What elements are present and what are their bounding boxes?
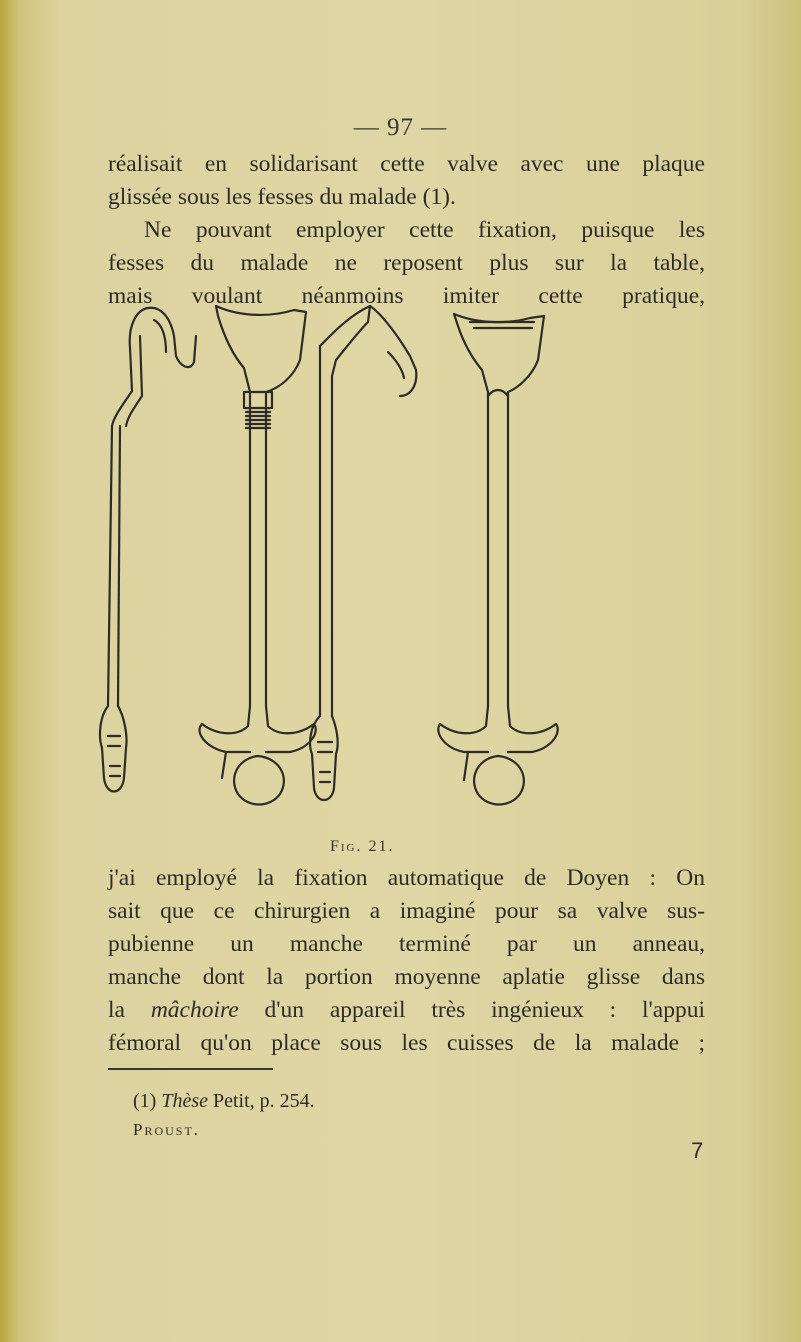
- paragraph-bottom: [108, 862, 705, 1060]
- text-line: fémoral qu'on place sous les cuisses de la malade ;: [108, 1030, 705, 1056]
- signature-mark: Proust.: [133, 1120, 201, 1139]
- sheet-number: 7: [691, 1138, 704, 1163]
- footnote-marker: (1): [133, 1090, 162, 1112]
- text-fragment: d'un appareil très ingénieux : l'appui: [238, 997, 705, 1023]
- italic-word: mâchoire: [150, 997, 239, 1023]
- text-line: Ne pouvant employer cette fixation, puisque les: [144, 217, 705, 243]
- footnote-italic: Thèse: [161, 1090, 208, 1112]
- text-line: [108, 994, 705, 1027]
- text-line: manche dont la portion moyenne aplatie glisse dans: [108, 964, 705, 990]
- figure-caption: Fig. 21.: [330, 838, 395, 855]
- surgical-instrument-figure: [98, 296, 618, 836]
- page-number: — 97 —: [353, 114, 448, 141]
- instrument-hook-side: [100, 308, 196, 792]
- text-line: mais voulant néanmoins imiter cette pratique,: [108, 283, 705, 309]
- text-line: pubienne un manche terminé par un anneau,: [108, 931, 705, 957]
- instrument-arched-side: [310, 306, 416, 800]
- text-line: j'ai employé la fixation automatique de Doyen : On: [108, 865, 705, 891]
- text-line: glissée sous les fesses du malade (1).: [108, 184, 456, 210]
- paragraph-top: [108, 148, 705, 313]
- footnote-divider: [108, 1068, 273, 1070]
- instrument-spatula-front: [199, 306, 315, 805]
- text-fragment: la: [108, 997, 151, 1023]
- instrument-spatula-front-2: [438, 314, 557, 805]
- text-line: réalisait en solidarisant cette valve avec une plaque: [108, 151, 705, 177]
- footnote: [133, 1090, 315, 1113]
- text-line: fesses du malade ne reposent plus sur la table,: [108, 250, 705, 276]
- footnote-text: Petit, p. 254.: [208, 1090, 315, 1112]
- text-line: sait que ce chirurgien a imaginé pour sa valve sus-: [108, 898, 705, 924]
